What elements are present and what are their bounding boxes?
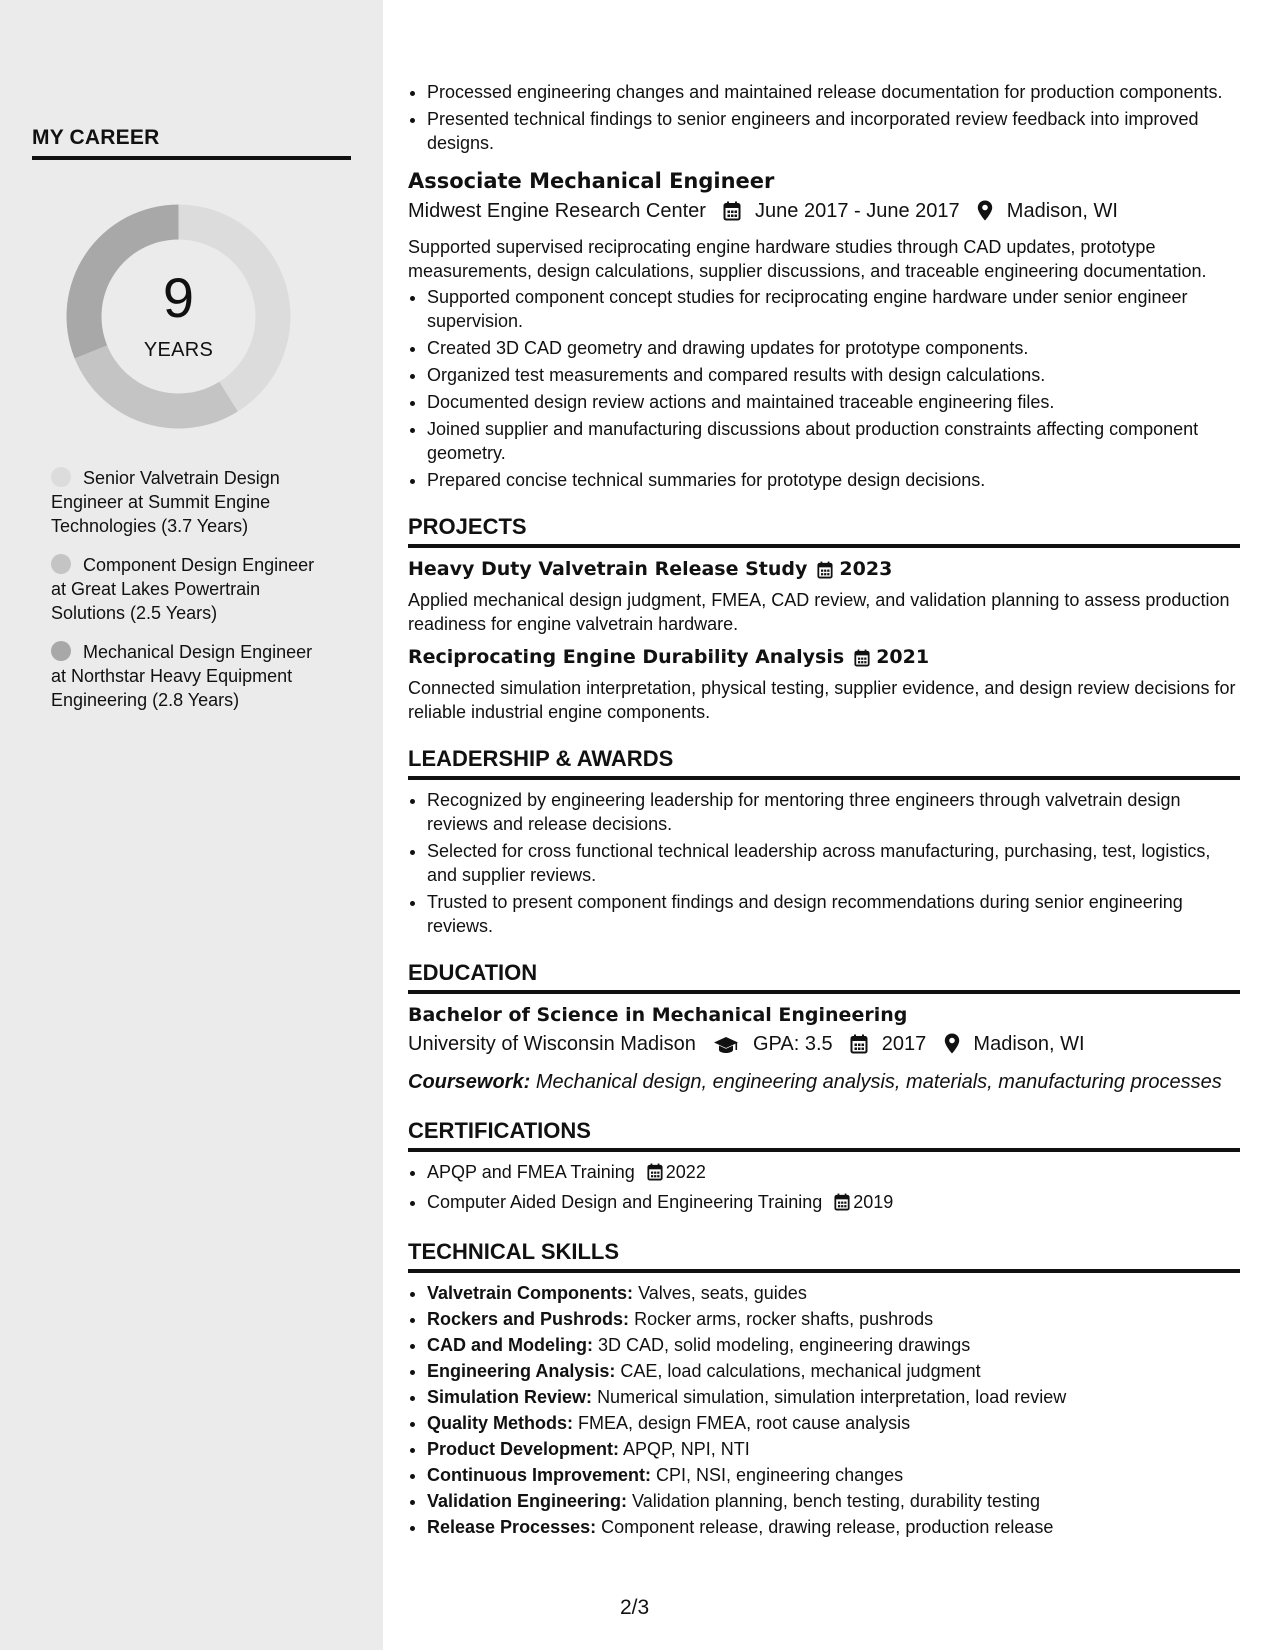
- project-description: Connected simulation interpretation, physical testing, supplier evidence, and design review decisions for reliable industrial engine components.: [408, 678, 1236, 722]
- projects-heading: PROJECTS: [408, 514, 1240, 548]
- bullet-item: • Selected for cross functional technical leadership across manufacturing, purchasing, test, logistics, and supplier reviews.: [427, 839, 1240, 887]
- certifications-heading: CERTIFICATIONS: [408, 1118, 1240, 1152]
- career-legend-item: [51, 640, 331, 712]
- page-number: 2/3: [620, 1596, 650, 1619]
- bullet-item: • Processed engineering changes and maintained release documentation for production components.: [427, 80, 1240, 104]
- coursework-text: Mechanical design, engineering analysis, materials, manufacturing processes: [535, 1071, 1222, 1093]
- job-title: Associate Mechanical Engineer: [408, 169, 775, 193]
- bullet-item: • Presented technical findings to senior engineers and incorporated review feedback into improved designs.: [427, 107, 1240, 155]
- legend-swatch: [51, 641, 71, 661]
- job-meta: [408, 197, 1240, 229]
- skill-values: CPI, NSI, engineering changes: [656, 1465, 904, 1485]
- skill-category: CAD and Modeling:: [427, 1335, 593, 1355]
- calendar-icon: [854, 649, 870, 672]
- bullet-item: • Prepared concise technical summaries for prototype design decisions.: [427, 468, 1240, 492]
- skill-item: [427, 1359, 1240, 1383]
- skill-values: APQP, NPI, NTI: [623, 1439, 750, 1459]
- job-dates: June 2017 - June 2017: [755, 200, 960, 222]
- school-location: Madison, WI: [973, 1033, 1085, 1055]
- graduation-cap-icon: [713, 1034, 739, 1062]
- job-company: Midwest Engine Research Center: [408, 200, 706, 222]
- certification-year: 2019: [853, 1192, 894, 1212]
- skill-category: Simulation Review:: [427, 1387, 593, 1407]
- skill-values: Component release, drawing release, production release: [601, 1517, 1054, 1537]
- skill-item: [427, 1463, 1240, 1487]
- skill-values: 3D CAD, solid modeling, engineering drawings: [598, 1335, 971, 1355]
- project-name: Heavy Duty Valvetrain Release Study: [408, 558, 808, 580]
- skill-item: [427, 1307, 1240, 1331]
- bullet-item: • Organized test measurements and compared results with design calculations.: [427, 363, 1240, 387]
- project-title: [408, 646, 1240, 672]
- coursework-label: Coursework:: [408, 1071, 531, 1093]
- school-name: University of Wisconsin Madison: [408, 1033, 696, 1055]
- skill-item: [427, 1333, 1240, 1357]
- graduation-year: 2017: [881, 1033, 927, 1055]
- skills-heading: TECHNICAL SKILLS: [408, 1239, 1240, 1273]
- skill-item: [427, 1489, 1240, 1513]
- skill-values: CAE, load calculations, mechanical judgment: [620, 1361, 981, 1381]
- location-pin-icon: [977, 200, 993, 229]
- project-title: [408, 558, 1240, 584]
- certifications-list: [408, 1160, 1240, 1217]
- leadership-heading: LEADERSHIP & AWARDS: [408, 746, 1240, 780]
- skill-category: Quality Methods:: [427, 1413, 574, 1433]
- skill-values: Validation planning, bench testing, durability testing: [632, 1491, 1040, 1511]
- degree-title: Bachelor of Science in Mechanical Engineering: [408, 1004, 908, 1026]
- skill-values: Valves, seats, guides: [638, 1283, 807, 1303]
- skill-category: Engineering Analysis:: [427, 1361, 616, 1381]
- skill-values: Numerical simulation, simulation interpretation, load review: [597, 1387, 1067, 1407]
- bullet-item: • Trusted to present component findings and design recommendations during senior engineering reviews.: [427, 890, 1240, 938]
- legend-label: Senior Valvetrain Design Engineer at Summit Engine Technologies (3.7 Years): [51, 468, 280, 536]
- legend-label: Component Design Engineer at Great Lakes Powertrain Solutions (2.5 Years): [51, 555, 315, 623]
- total-years-value: 9: [162, 266, 195, 329]
- skill-values: FMEA, design FMEA, root cause analysis: [578, 1413, 911, 1433]
- previous-job-bullets: [408, 80, 1240, 155]
- skill-item: [427, 1281, 1240, 1305]
- skill-category: Rockers and Pushrods:: [427, 1309, 630, 1329]
- bullet-item: • Documented design review actions and maintained traceable engineering files.: [427, 390, 1240, 414]
- bullet-item: • Created 3D CAD geometry and drawing updates for prototype components.: [427, 336, 1240, 360]
- skill-item: [427, 1515, 1240, 1539]
- skill-item: [427, 1411, 1240, 1435]
- skill-category: Valvetrain Components:: [427, 1283, 634, 1303]
- calendar-icon: [723, 201, 741, 229]
- calendar-icon: [817, 561, 833, 584]
- skill-category: Product Development:: [427, 1439, 620, 1459]
- certification-year: 2022: [665, 1162, 706, 1182]
- skill-category: Continuous Improvement:: [427, 1465, 651, 1485]
- career-legend-item: [51, 553, 331, 625]
- calendar-icon: [850, 1034, 868, 1062]
- coursework: [408, 1068, 1240, 1096]
- legend-swatch: [51, 467, 71, 487]
- certification-item: [427, 1160, 1240, 1187]
- certification-name: Computer Aided Design and Engineering Training: [427, 1192, 823, 1212]
- project-year: 2021: [876, 646, 930, 668]
- calendar-icon: [647, 1163, 663, 1187]
- skill-item: [427, 1385, 1240, 1409]
- skill-category: Release Processes:: [427, 1517, 597, 1537]
- legend-label: Mechanical Design Engineer at Northstar Heavy Equipment Engineering (2.8 Years): [51, 642, 313, 710]
- total-years-unit: YEARS: [143, 339, 214, 361]
- job-summary: Supported supervised reciprocating engine hardware studies through CAD updates, prototype measurements, design calculations, supplier discussions, and traceable engineering documentation.: [408, 237, 1207, 281]
- skills-list: [408, 1281, 1240, 1539]
- leadership-bullets: [408, 788, 1240, 938]
- main-content: [408, 80, 1240, 1541]
- career-legend: [51, 466, 331, 727]
- projects-list: [408, 558, 1240, 724]
- bullet-item: • Recognized by engineering leadership for mentoring three engineers through valvetrain design reviews and release decisions.: [427, 788, 1240, 836]
- career-legend-item: [51, 466, 331, 538]
- location-pin-icon: [944, 1033, 960, 1062]
- skill-item: [427, 1437, 1240, 1461]
- education-meta: [408, 1030, 1240, 1062]
- legend-swatch: [51, 554, 71, 574]
- job-location: Madison, WI: [1006, 200, 1118, 222]
- calendar-icon: [834, 1193, 850, 1217]
- skill-values: Rocker arms, rocker shafts, pushrods: [634, 1309, 934, 1329]
- skill-category: Validation Engineering:: [427, 1491, 628, 1511]
- job-bullets: [408, 285, 1240, 492]
- career-heading: MY CAREER: [32, 126, 351, 160]
- education-heading: EDUCATION: [408, 960, 1240, 994]
- career-sidebar: [0, 0, 383, 1650]
- bullet-item: • Joined supplier and manufacturing discussions about production constraints affecting component geometry.: [427, 417, 1240, 465]
- project-name: Reciprocating Engine Durability Analysis: [408, 646, 845, 668]
- project-description: Applied mechanical design judgment, FMEA, CAD review, and validation planning to assess production readiness for engine valvetrain hardware.: [408, 590, 1230, 634]
- certification-name: APQP and FMEA Training: [427, 1162, 635, 1182]
- certification-item: [427, 1190, 1240, 1217]
- gpa: GPA: 3.5: [753, 1033, 833, 1055]
- project-year: 2023: [839, 558, 893, 580]
- bullet-item: • Supported component concept studies for reciprocating engine hardware under senior engineer supervision.: [427, 285, 1240, 333]
